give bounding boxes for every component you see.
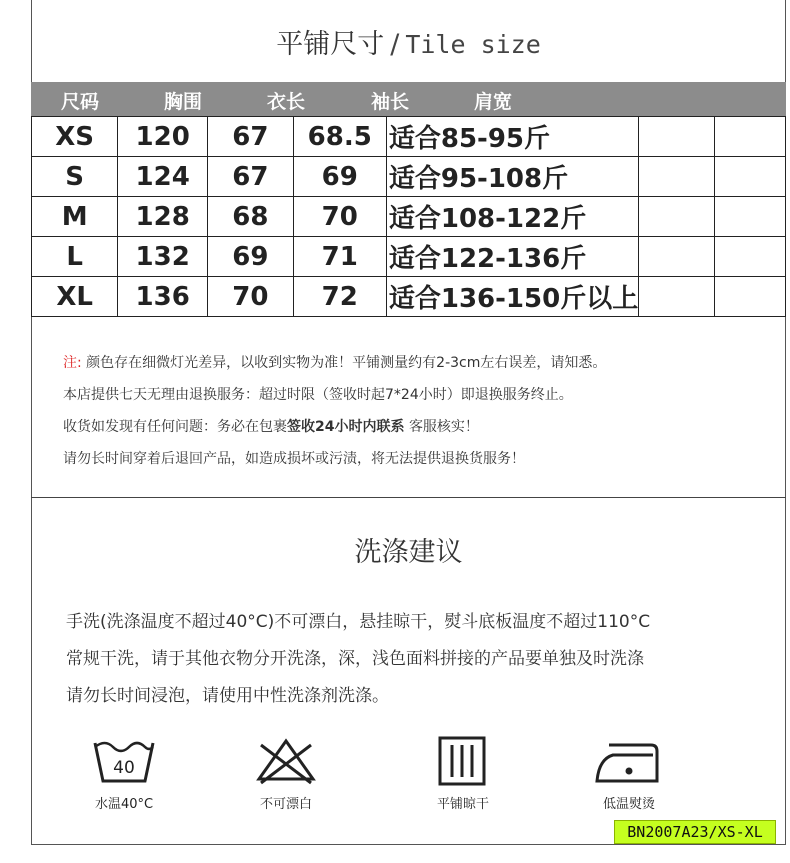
note-text-3c: 客服核实！ <box>408 419 479 435</box>
cell-empty <box>714 277 785 317</box>
wash-temp-text: 40 <box>113 758 135 778</box>
low-iron-icon <box>591 735 667 787</box>
cell-fit-weight: 适合85-95斤 <box>386 117 638 157</box>
cell-chest: 136 <box>118 277 208 317</box>
table-row <box>32 157 786 197</box>
care-item-dry <box>403 735 523 812</box>
table-row <box>32 117 786 157</box>
section-divider <box>31 497 786 498</box>
product-code-tag: BN2007A23/XS-XL <box>614 820 776 844</box>
cell-size: L <box>32 237 118 277</box>
header-chest: 胸围 <box>164 91 203 113</box>
size-table <box>31 116 786 317</box>
cell-sleeve: 71 <box>293 237 386 277</box>
size-table-header <box>31 82 786 116</box>
care-label: 低温熨烫 <box>602 797 655 812</box>
size-title-separator: / <box>390 29 400 60</box>
cell-empty <box>639 157 715 197</box>
cell-empty <box>639 197 715 237</box>
table-row <box>32 237 786 277</box>
header-length: 衣长 <box>267 91 306 113</box>
cell-empty <box>639 237 715 277</box>
cell-fit-weight: 适合136-150斤以上 <box>386 277 638 317</box>
cell-fit-weight: 适合122-136斤 <box>386 237 638 277</box>
care-label: 水温40°C <box>94 797 154 812</box>
size-title-en: Tile size <box>405 30 541 59</box>
cell-length: 69 <box>208 237 294 277</box>
note-text-3a: 收货如发现有任何问题：务必在包裹 <box>63 419 287 435</box>
cell-sleeve: 72 <box>293 277 386 317</box>
wash-40-icon <box>91 735 157 787</box>
cell-fit-weight: 适合95-108斤 <box>386 157 638 197</box>
cell-sleeve: 70 <box>293 197 386 237</box>
wash-line-2: 常规干洗，请于其他衣物分开洗涤，深，浅色面料拼接的产品要单独及时洗涤 <box>66 649 644 669</box>
cell-sleeve: 68.5 <box>293 117 386 157</box>
cell-empty <box>714 197 785 237</box>
header-size: 尺码 <box>61 91 100 113</box>
note-line-2: 本店提供七天无理由退换服务：超过时限（签收时起7*24小时）即退换服务终止。 <box>63 387 573 403</box>
header-sleeve: 袖长 <box>371 91 410 113</box>
note-line-1 <box>63 352 606 372</box>
note-prefix: 注: <box>63 355 82 371</box>
cell-size: S <box>32 157 118 197</box>
care-label: 不可漂白 <box>259 797 312 812</box>
cell-length: 70 <box>208 277 294 317</box>
cell-length: 67 <box>208 157 294 197</box>
cell-length: 68 <box>208 197 294 237</box>
table-row <box>32 277 786 317</box>
note-line-3 <box>63 416 479 436</box>
size-title <box>31 22 786 61</box>
header-shoulder: 肩宽 <box>474 91 513 113</box>
cell-chest: 128 <box>118 197 208 237</box>
cell-size: XL <box>32 277 118 317</box>
cell-empty <box>639 117 715 157</box>
note-text-1: 颜色存在细微灯光差异，以收到实物为准！平铺测量约有2-3cm左右误差，请知悉。 <box>86 355 607 371</box>
care-icons <box>31 735 786 825</box>
care-item-iron <box>569 735 689 812</box>
cell-chest: 120 <box>118 117 208 157</box>
cell-fit-weight: 适合108-122斤 <box>386 197 638 237</box>
care-item-wash <box>64 735 184 812</box>
care-label: 平铺晾干 <box>436 797 489 812</box>
cell-empty <box>714 237 785 277</box>
cell-empty <box>714 117 785 157</box>
care-item-bleach <box>226 735 346 812</box>
wash-line-1: 手洗(洗涤温度不超过40°C)不可漂白，悬挂晾干，熨斗底板温度不超过110°C <box>66 612 651 632</box>
cell-size: M <box>32 197 118 237</box>
no-bleach-icon <box>253 735 319 787</box>
cell-empty <box>639 277 715 317</box>
cell-length: 67 <box>208 117 294 157</box>
note-line-4: 请勿长时间穿着后退回产品，如造成损坏或污渍，将无法提供退换货服务！ <box>63 451 525 467</box>
table-row <box>32 197 786 237</box>
size-title-cn: 平铺尺寸 <box>276 29 385 60</box>
wash-title: 洗涤建议 <box>354 537 463 568</box>
cell-chest: 124 <box>118 157 208 197</box>
note-text-3b: 签收24小时内联系 <box>287 419 405 435</box>
wash-line-3: 请勿长时间浸泡，请使用中性洗涤剂洗涤。 <box>66 686 389 706</box>
dry-flat-icon <box>430 735 496 787</box>
cell-sleeve: 69 <box>293 157 386 197</box>
cell-chest: 132 <box>118 237 208 277</box>
cell-size: XS <box>32 117 118 157</box>
cell-empty <box>714 157 785 197</box>
